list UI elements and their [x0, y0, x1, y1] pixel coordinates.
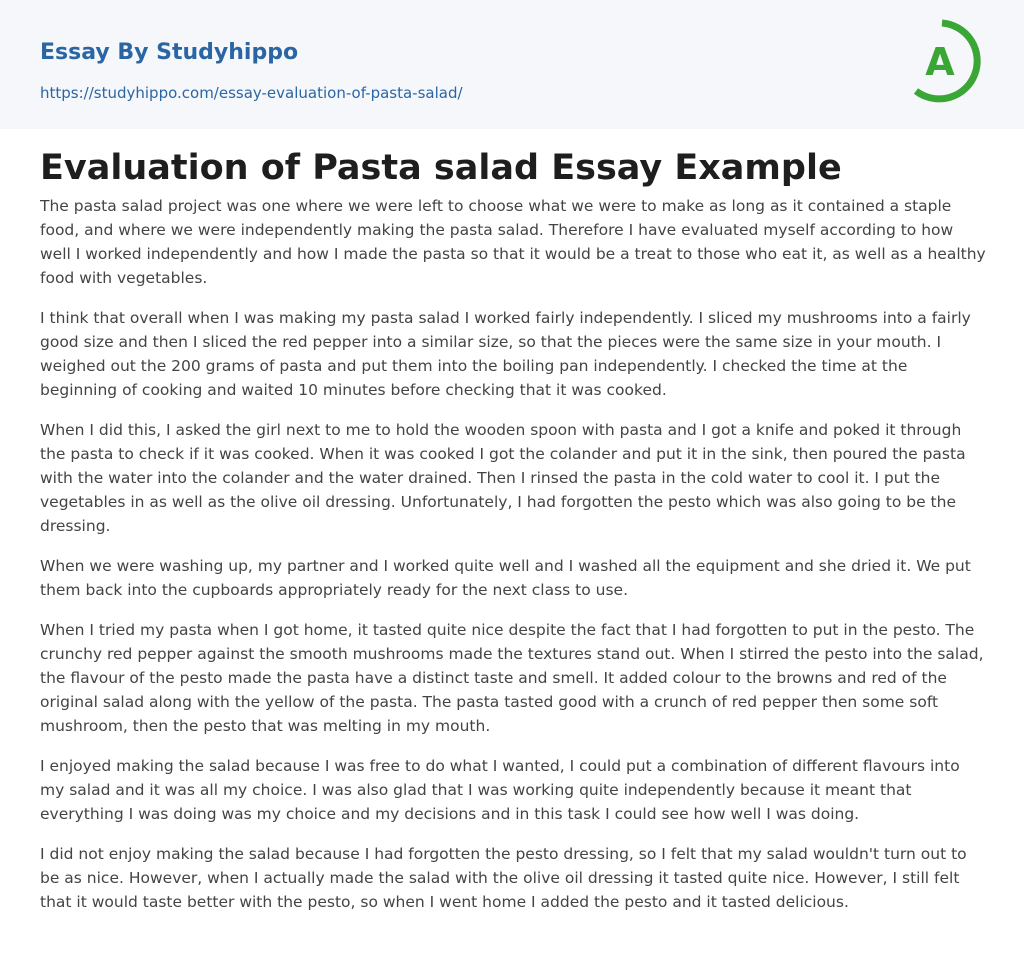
essay-paragraph: When we were washing up, my partner and I worked quite well and I washed all the equipment and she dried it. We put them back into the cupboards appropriately ready for the next class to use.: [40, 557, 971, 599]
essay-paragraph: When I tried my pasta when I got home, it tasted quite nice despite the fact that I had forgotten to put in the pesto. The crunchy red pepper against the smooth mushrooms made the textures stand out. When I stirred the pesto into the salad, the flavour of the pesto made the pasta have a distinct taste and smell. It added colour to the browns and red of the original salad along with the yellow of the pasta. The pasta tasted good with a crunch of red pepper then some soft mushroom, then the pesto that was melting in my mouth.: [40, 621, 984, 735]
page-title: Evaluation of Pasta salad Essay Example: [40, 148, 842, 188]
essay-paragraph: When I did this, I asked the girl next to me to hold the wooden spoon with pasta and I got a knife and poked it through the pasta to check if it was cooked. When it was cooked I got the colander and put it in the sink, then poured the pasta with the water into the colander and the water drained. Then I rinsed the pasta in the cold water to cool it. I put the vegetables in as well as the olive oil dressing. Unfortunately, I had forgotten the pesto which was also going to be the dressing.: [40, 421, 966, 535]
site-brand[interactable]: Essay By Studyhippo: [40, 40, 299, 65]
essay-paragraph: The pasta salad project was one where we were left to choose what we were to make as long as it contained a staple food, and where we were independently making the pasta salad. Therefore I have evaluated myself according to how well I worked independently and how I made the pasta so that it would be a treat to those who eat it, as well as a healthy food with vegetables.: [40, 197, 986, 287]
studyhippo-logo-icon[interactable]: [912, 19, 986, 105]
logo-letter: A: [925, 40, 955, 84]
title-container: [40, 146, 842, 190]
essay-body: [40, 194, 986, 930]
essay-paragraph: I did not enjoy making the salad because I had forgotten the pesto dressing, so I felt that my salad wouldn't turn out to be as nice. However, when I actually made the salad with the olive oil dressing it tasted quite nice. However, I still felt that it would taste better with the pesto, so when I went home I added the pesto and it tasted delicious.: [40, 845, 967, 911]
essay-paragraph: I enjoyed making the salad because I was free to do what I wanted, I could put a combination of different flavours into my salad and it was all my choice. I was also glad that I was working quite independently because it meant that everything I was doing was my choice and my decisions and in this task I could see how well I was doing.: [40, 757, 960, 823]
essay-url-link[interactable]: https://studyhippo.com/essay-evaluation-of-pasta-salad/: [40, 84, 463, 102]
site-header: [0, 0, 1024, 129]
essay-paragraph: I think that overall when I was making my pasta salad I worked fairly independently. I sliced my mushrooms into a fairly good size and then I sliced the red pepper into a similar size, so that the pieces were the same size in your mouth. I weighed out the 200 grams of pasta and put them into the boiling pan independently. I checked the time at the beginning of cooking and waited 10 minutes before checking that it was cooked.: [40, 309, 971, 399]
